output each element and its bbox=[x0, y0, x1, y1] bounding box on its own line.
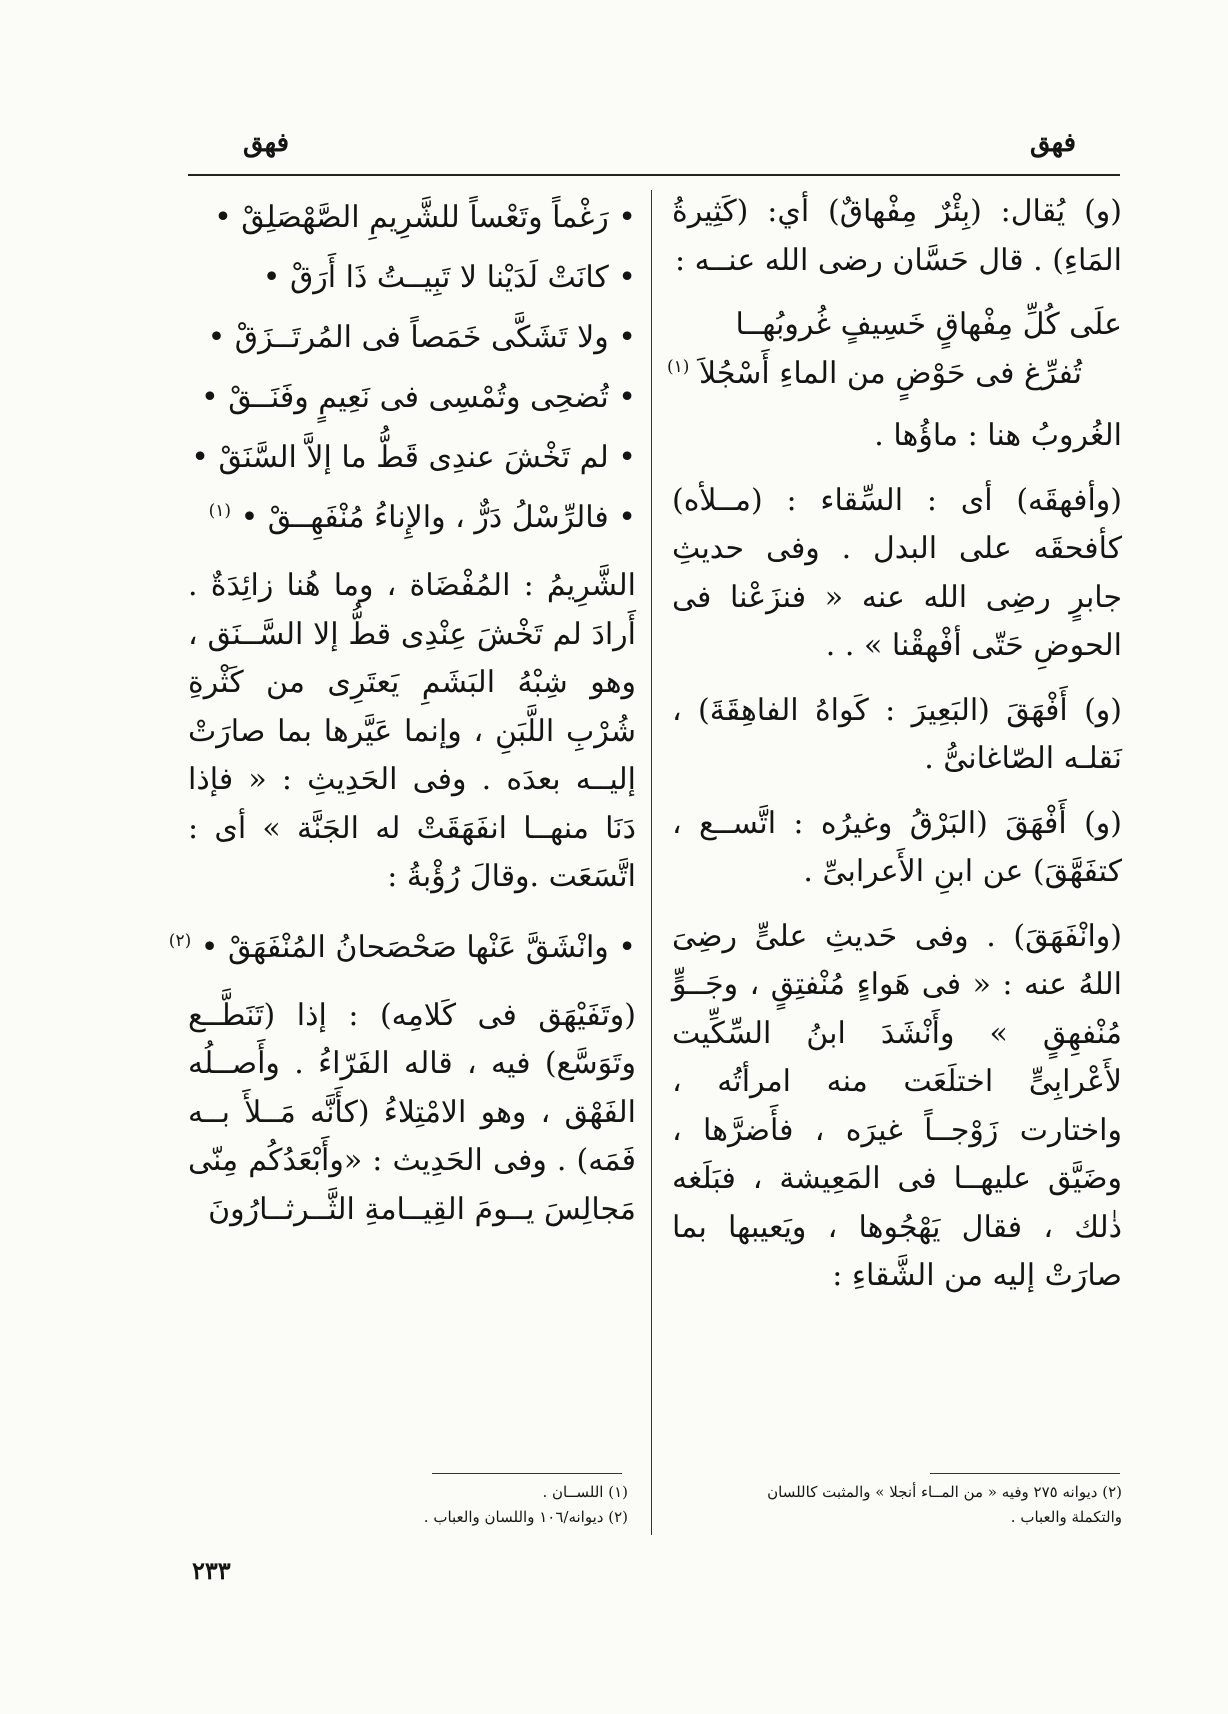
running-head-left: فهق bbox=[243, 128, 290, 158]
paragraph-afhaq-barq: (و) أَفْهَقَ (البَرْقُ وغيرُه : اتَّســع ، كتفَهَّقَ) عن ابنِ الأَعرابىِّ . bbox=[672, 805, 1122, 889]
verse-line bbox=[188, 488, 636, 548]
poem-hassan bbox=[667, 301, 1122, 398]
paragraph-ghurub: الغُروبُ هنا : ماؤُها . bbox=[874, 418, 1122, 453]
footnote-rule-right bbox=[930, 1473, 1120, 1474]
paragraph-afhaqahu: (وأفهقَه) أى : السِّقاء : (مــلأه) كأفحقَه على البدل . وفى حديثِ جابرٍ رضِى الله عنه « فنزَعْنا فى الحوضِ حَتّى أفْهقْنا » . . bbox=[672, 482, 1122, 663]
verse-line: • تُضحِى وتُمْسِى فى نَعِيمٍ وفَنَــقْ • bbox=[201, 380, 636, 415]
verse-line: • رَغْماً وتَعْساً للشَّرِيمِ الصَّهْصَلِقْ • bbox=[214, 200, 636, 235]
footnotes-right bbox=[668, 1480, 1122, 1530]
verse-line-text: • فالرِّسْلُ دَرٌّ ، والإِناءُ مُنْفَهِــقْ • bbox=[240, 500, 636, 535]
running-head-right: فهق bbox=[1030, 128, 1077, 158]
footnote-marker: (١) bbox=[208, 501, 232, 521]
verse-line: • كانَتْ لَدَيْنا لا تَبِيــتُ ذَا أَرَقْ • bbox=[262, 260, 636, 295]
verse-line: • ولا تَشَكَّى خَمَصاً فى المُرتَــزَقْ • bbox=[207, 320, 636, 355]
footnote: والتكملة والعباب . bbox=[1010, 1508, 1122, 1526]
column-divider bbox=[651, 190, 652, 1535]
paragraph-infahaq: (وانْفَهَقَ) . وفى حَديثِ علىٍّ رضِىَ اللهُ عنه : « فى هَواءٍ مُنْفتِقٍ ، وجَــوٍّ مُنْفهِقٍ » وأَنْشَدَ ابنُ السِّكِّيت لأَعْرابِىٍّ اختلَعَت منه امرأتُه ، واختارت زَوْجــاً غيرَه ، فأَضرَّها ، وضَيَّق عليهــا فى المَعِيشة ، فبَلَغه ذٰلك ، فقال يَهْجُوها ، ويَعيبها بما صارَتْ إليه من الشَّقاءِ : bbox=[672, 918, 1122, 1293]
footnote: (١) اللســان . bbox=[542, 1483, 628, 1501]
poem-line-2 bbox=[667, 350, 1122, 399]
right-column bbox=[667, 188, 1122, 1317]
paragraph-tafayhaq: (وتَفَيْهَق فى كَلامِه) : إذا (تَنَطَّــع وتَوَسَّع) فيه ، قاله الفَرّاءُ . وأَصــلُه الفَهْق ، وهو الامْتِلاءُ (كأَنَّه مَــلأَ بــه فَمَه) . وفى الحَدِيث : «وأَبْعَدُكُم مِنّى مَجالِسَ يــومَ القِيــامةِ الثَّــرثــارُونَ bbox=[188, 997, 636, 1227]
verse-line-text: • وانْشَقَّ عَنْها صَحْصَحانُ المُنْفَهَقْ • bbox=[200, 929, 636, 965]
footnote-marker: (١) bbox=[667, 356, 690, 377]
paragraph-afhaq-baeer: (و) أَفْهَقَ (البَعِيرَ : كَواهُ الفاهِقَةَ) ، نَقلـه الصّاغانىُّ . bbox=[672, 692, 1122, 776]
footnote-marker: (٢) bbox=[168, 930, 192, 951]
verse-ruba bbox=[168, 918, 636, 978]
footnote: (٢) ديوانه ٢٧٥ وفيه « من المــاء أنجلا » والمثبت كاللسان bbox=[767, 1483, 1122, 1501]
paragraph-sharim: الشَّرِيمُ : المُفْضَاة ، وما هُنا زائِدَةٌ . أَرادَ لم تَخْشَ عِنْدِى قطُّ إلا السَّــنَق ، وهو شِبْهُ البَشَمِ يَعتَرِى من كَثْرةِ شُرْبِ اللَّبَنِ ، وإنما عَيَّرها بما صارَتْ إليــه بعدَه . وفى الحَدِيثِ : « فإذا دَنَا منهــا انفَهَقَتْ له الجَنَّة » أى : اتَّسَعَت .وقالَ رُؤْبةُ : bbox=[188, 568, 636, 894]
poem-line-1: علَى كُلِّ مِفْهاقٍ خَسِيفٍ غُروبُهــا bbox=[735, 307, 1122, 342]
rajaz-verses bbox=[188, 188, 636, 548]
footnote: (٢) ديوانه/١٠٦ واللسان والعباب . bbox=[423, 1508, 628, 1526]
footnote-rule-left bbox=[432, 1473, 622, 1474]
page-number: ٢٣٣ bbox=[192, 1556, 231, 1585]
paragraph-mifhaq: (و) يُقال: (بِئْرٌ مِفْهاقٌ) أي: (كَثِيرةُ المَاءِ) . قال حَسَّان رضى الله عنــه : bbox=[672, 194, 1122, 278]
header-rule bbox=[188, 174, 1120, 176]
verse-line: • لم تَخْشَ عندِى قَطُّ ما إلاَّ السَّنَقْ • bbox=[191, 440, 636, 475]
poem-line-2-text: تُفرِّغ فى حَوْضٍ من الماءِ أَسْجُلاَ bbox=[698, 355, 1082, 391]
footnotes-left bbox=[188, 1480, 628, 1530]
left-column bbox=[168, 188, 636, 1250]
